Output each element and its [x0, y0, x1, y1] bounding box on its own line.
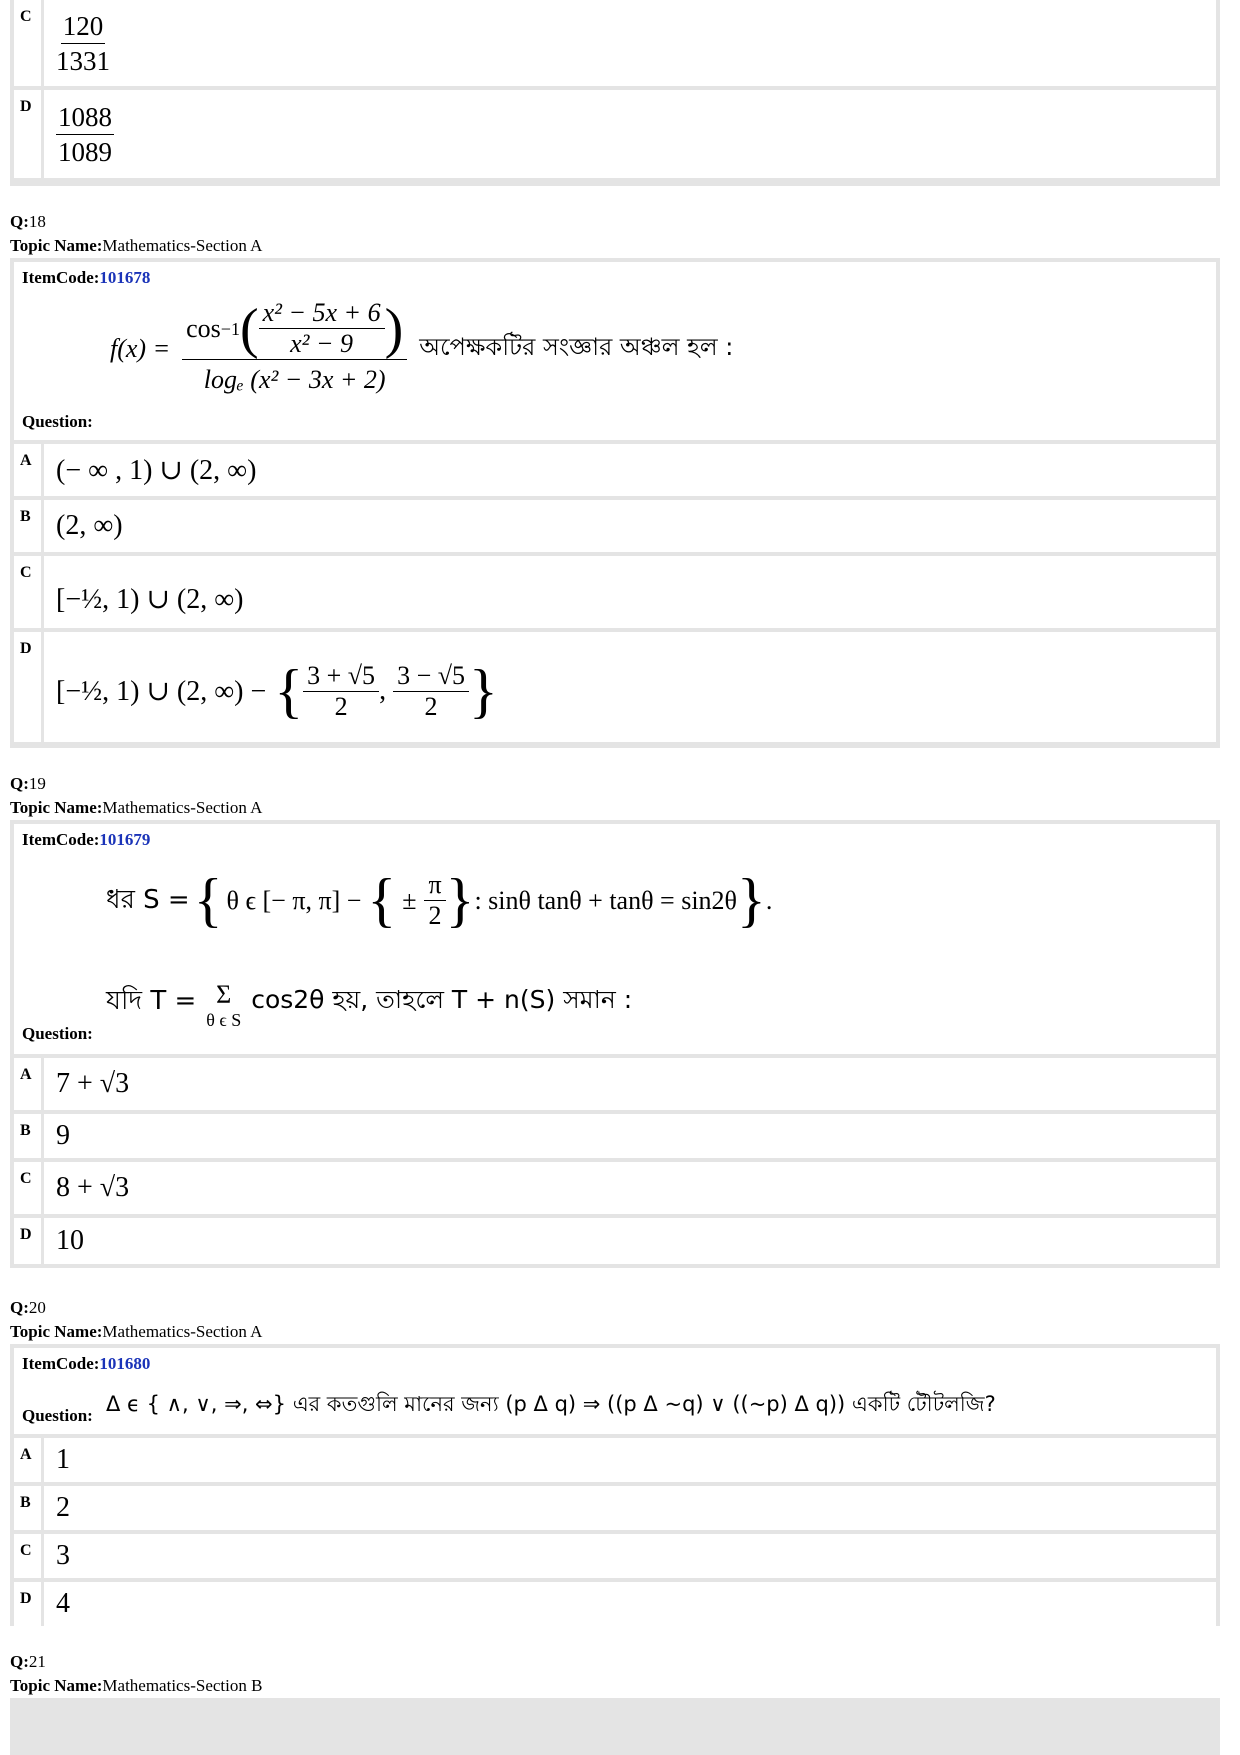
- q18-box: [10, 258, 1220, 748]
- q18-formula: f(x) = cos −1 ( x² − 5x + 6 x² − 9 ) logₑ (x² − 3x + 2) অপেক্ষকটির সংজ্ঞার অঞ্চল হল :: [110, 297, 734, 394]
- question-number: 19: [28, 774, 46, 793]
- option-d[interactable]: D 4: [14, 1582, 1216, 1626]
- item-code: 101679: [99, 830, 151, 849]
- question-label: Question:: [22, 1406, 93, 1425]
- topic-name: Mathematics-Section A: [102, 798, 263, 817]
- option-c[interactable]: [14, 0, 1216, 86]
- option-a[interactable]: A 1: [14, 1438, 1216, 1482]
- topic-name: Mathematics-Section B: [102, 1676, 263, 1695]
- question-number: 21: [28, 1652, 46, 1671]
- q19-header: Q:19 Topic Name:Mathematics-Section A: [10, 774, 263, 817]
- q19-box: [10, 820, 1220, 1268]
- question-number: 18: [28, 212, 46, 231]
- q21-header: Q:21 Topic Name:Mathematics-Section B: [10, 1652, 263, 1695]
- item-code: 101678: [99, 268, 151, 287]
- topic-name: Mathematics-Section A: [102, 1322, 263, 1341]
- option-d[interactable]: [14, 90, 1216, 178]
- topic-name: Mathematics-Section A: [102, 236, 263, 255]
- option-c[interactable]: C 3: [14, 1534, 1216, 1578]
- q17-options: [10, 0, 1220, 186]
- option-a[interactable]: A 7 + √3: [14, 1058, 1216, 1110]
- question-label: Question:: [22, 412, 93, 431]
- q19-line2: যদি T = Σ θ ϵ S cos2θ হয়, তাহলে T + n(S) সমান :: [106, 980, 633, 1030]
- q20-header: Q:20 Topic Name:Mathematics-Section A: [10, 1298, 263, 1341]
- option-letter: D: [14, 90, 44, 178]
- option-c[interactable]: C [−½, 1) ∪ (2, ∞): [14, 556, 1216, 628]
- q18-header: Q:18 Topic Name:Mathematics-Section A: [10, 212, 263, 255]
- option-letter: C: [14, 0, 44, 86]
- q20-box: [10, 1344, 1220, 1626]
- q21-box-top: [10, 1698, 1220, 1755]
- question-stem: ItemCode:101679 ধর S = { θ ϵ [− π, π] − { ± $\frac{\pi}{2}$ } : sinθ tanθ + tanθ = sin2θ } . যদি T = Σ θ ϵ S cos2θ হয়, তাহলে T + n(S) সমান : Question:: [14, 824, 1216, 1054]
- option-b[interactable]: B 2: [14, 1486, 1216, 1530]
- question-number: 20: [28, 1298, 46, 1317]
- fraction: $\frac{120}{1331}$: [56, 10, 110, 76]
- question-stem: ItemCode:101680 Δ ϵ { ∧, ∨, ⇒, ⇔} এর কতগুলি মানের জন্য (p Δ q) ⇒ ((p Δ ~q) ∨ ((~p) Δ q)) একটি টৌটলজি? Question:: [14, 1348, 1216, 1434]
- question-stem: ItemCode:101678 f(x) = cos −1 ( x² − 5x + 6 x² − 9 ) logₑ (x² − 3x + 2) অপেক্ষকটির সংজ্ঞার অঞ্চল হল : Question:: [14, 262, 1216, 440]
- option-c[interactable]: C 8 + √3: [14, 1162, 1216, 1214]
- bengali-text: অপেক্ষকটির সংজ্ঞার অঞ্চল হল :: [419, 333, 734, 361]
- fraction: $\frac{1088}{1089}$: [58, 101, 112, 167]
- option-d[interactable]: D [−½, 1) ∪ (2, ∞) − { 3 + √5 2 , 3 − √5 2 }: [14, 632, 1216, 742]
- item-code: 101680: [99, 1354, 151, 1373]
- option-d[interactable]: D 10: [14, 1218, 1216, 1264]
- question-label: Question:: [22, 1024, 93, 1043]
- option-a[interactable]: A (− ∞ , 1) ∪ (2, ∞): [14, 444, 1216, 496]
- q19-line1: ধর S = { θ ϵ [− π, π] − { ± $\frac{\pi}{2}$ } : sinθ tanθ + tanθ = sin2θ } .: [106, 867, 773, 933]
- q20-text: Δ ϵ { ∧, ∨, ⇒, ⇔} এর কতগুলি মানের জন্য (p Δ q) ⇒ ((p Δ ~q) ∨ ((~p) Δ q)) একটি টৌটলজি?: [106, 1392, 996, 1416]
- option-b[interactable]: B 9: [14, 1114, 1216, 1158]
- option-b[interactable]: B (2, ∞): [14, 500, 1216, 552]
